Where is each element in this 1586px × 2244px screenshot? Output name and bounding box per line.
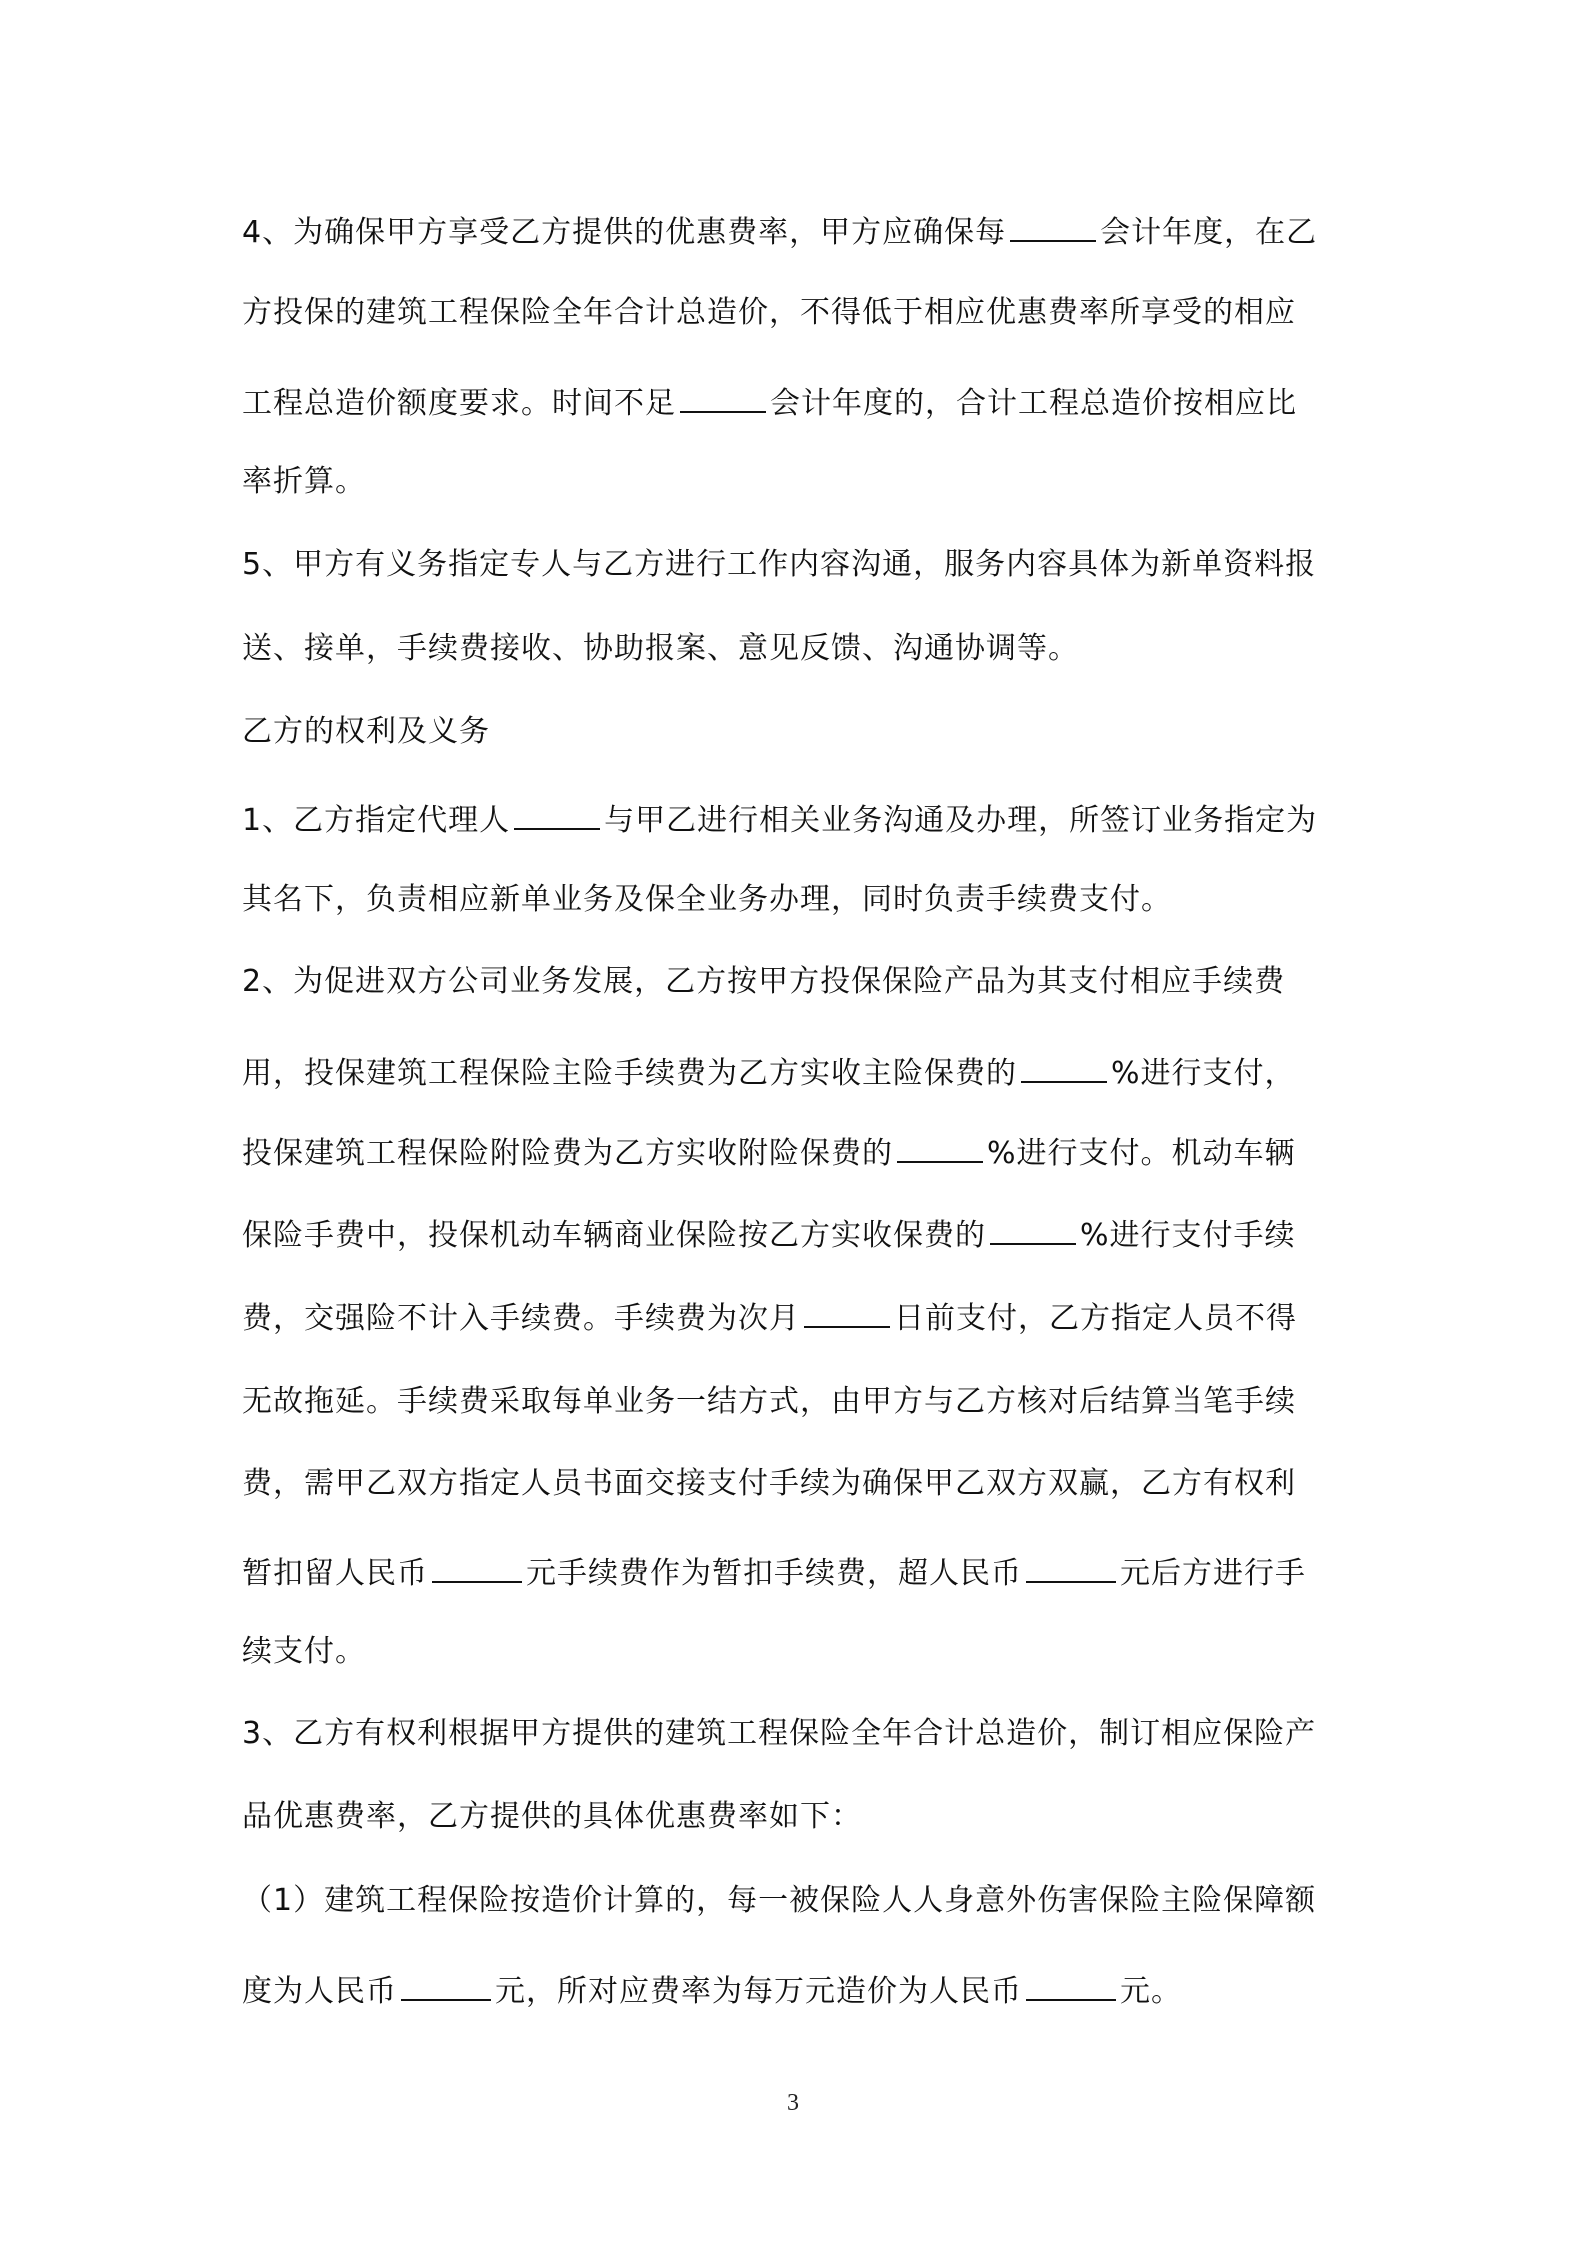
item-3-line-1 [242,1714,1316,1754]
text-segment: 投保建筑工程保险附险费为乙方实收附险保费的 [242,1136,893,1171]
para-4-line-4 [242,462,366,502]
fill-in-blank [990,1215,1076,1245]
text-segment: 保险手费中，投保机动车辆商业保险按乙方实收保费的 [242,1218,986,1253]
item-1-line-2 [242,880,1172,920]
text-segment: 与甲乙进行相关业务沟通及办理，所签订业务指定为 [604,803,1318,838]
text-segment: 2、为促进双方公司业务发展，乙方按甲方投保保险产品为其支付相应手续费 [242,964,1286,999]
fill-in-blank [1010,212,1096,242]
text-segment: 度为人民币 [242,1974,397,2009]
text-segment: 3、乙方有权利根据甲方提供的建筑工程保险全年合计总造价，制订相应保险产 [242,1716,1317,1751]
text-segment: 1、乙方指定代理人 [242,803,511,838]
text-segment: 用，投保建筑工程保险主险手续费为乙方实收主险保费的 [242,1056,1017,1091]
item-2-line-7 [242,1464,1296,1504]
text-segment: 费，需甲乙双方指定人员书面交接支付手续为确保甲乙双方双赢，乙方有权利 [242,1466,1296,1501]
fill-in-blank [897,1133,983,1163]
text-segment: 5、甲方有义务指定专人与乙方进行工作内容沟通，服务内容具体为新单资料报 [242,547,1317,582]
text-segment: 4、为确保甲方享受乙方提供的优惠费率，甲方应确保每 [242,215,1007,250]
fill-in-blank [514,800,600,830]
text-segment: %进行支付， [1111,1056,1296,1091]
para-5-line-1 [242,545,1316,585]
para-5-line-2 [242,629,1079,669]
text-segment: 元手续费作为暂扣手续费，超人民币 [526,1556,1022,1591]
item-3-line-3 [242,1881,1316,1921]
page-number: 3 [787,2090,799,2116]
text-segment: 工程总造价额度要求。时间不足 [242,386,676,421]
item-2-line-8 [242,1553,1306,1594]
text-segment: 元，所对应费率为每万元造价为人民币 [495,1974,1022,2009]
text-segment: 其名下，负责相应新单业务及保全业务办理，同时负责手续费支付。 [242,882,1172,917]
text-segment: 日前支付，乙方指定人员不得 [894,1301,1297,1336]
fill-in-blank [804,1298,890,1328]
item-2-line-6 [242,1382,1296,1422]
text-segment: 费，交强险不计入手续费。手续费为次月 [242,1301,800,1336]
text-segment: 送、接单，手续费接收、协助报案、意见反馈、沟通协调等。 [242,631,1079,666]
text-segment: 乙方的权利及义务 [242,714,490,749]
item-2-line-4 [242,1215,1296,1256]
text-segment: %进行支付手续 [1080,1218,1296,1253]
item-3-line-4 [242,1971,1182,2012]
fill-in-blank [1026,1553,1116,1583]
fill-in-blank [1026,1971,1116,2001]
text-segment: 方投保的建筑工程保险全年合计总造价，不得低于相应优惠费率所享受的相应 [242,295,1296,330]
item-2-line-2 [242,1053,1296,1094]
text-segment: 品优惠费率，乙方提供的具体优惠费率如下： [242,1799,862,1834]
text-segment: （1）建筑工程保险按造价计算的，每一被保险人人身意外伤害保险主险保障额 [242,1883,1317,1918]
fill-in-blank [401,1971,491,2001]
text-segment: 会计年度的，合计工程总造价按相应比 [770,386,1297,421]
text-segment: 会计年度，在乙 [1100,215,1318,250]
item-2-line-1 [242,962,1285,1002]
fill-in-blank [680,383,766,413]
text-segment: 无故拖延。手续费采取每单业务一结方式，由甲方与乙方核对后结算当笔手续 [242,1384,1296,1419]
item-3-line-2 [242,1797,862,1837]
item-2-line-5 [242,1298,1297,1339]
para-4-line-3 [242,383,1297,424]
section-heading [242,712,490,752]
text-segment: 续支付。 [242,1634,366,1669]
item-2-line-3 [242,1133,1296,1174]
text-segment: 率折算。 [242,464,366,499]
text-segment: 暂扣留人民币 [242,1556,428,1591]
text-segment: 元后方进行手 [1120,1556,1306,1591]
para-4-line-2 [242,293,1296,333]
fill-in-blank [432,1553,522,1583]
item-1-line-1 [242,800,1317,841]
fill-in-blank [1021,1053,1107,1083]
item-2-line-9 [242,1632,366,1672]
para-4-line-1 [242,212,1317,253]
text-segment: %进行支付。机动车辆 [987,1136,1296,1171]
text-segment: 元。 [1120,1974,1182,2009]
